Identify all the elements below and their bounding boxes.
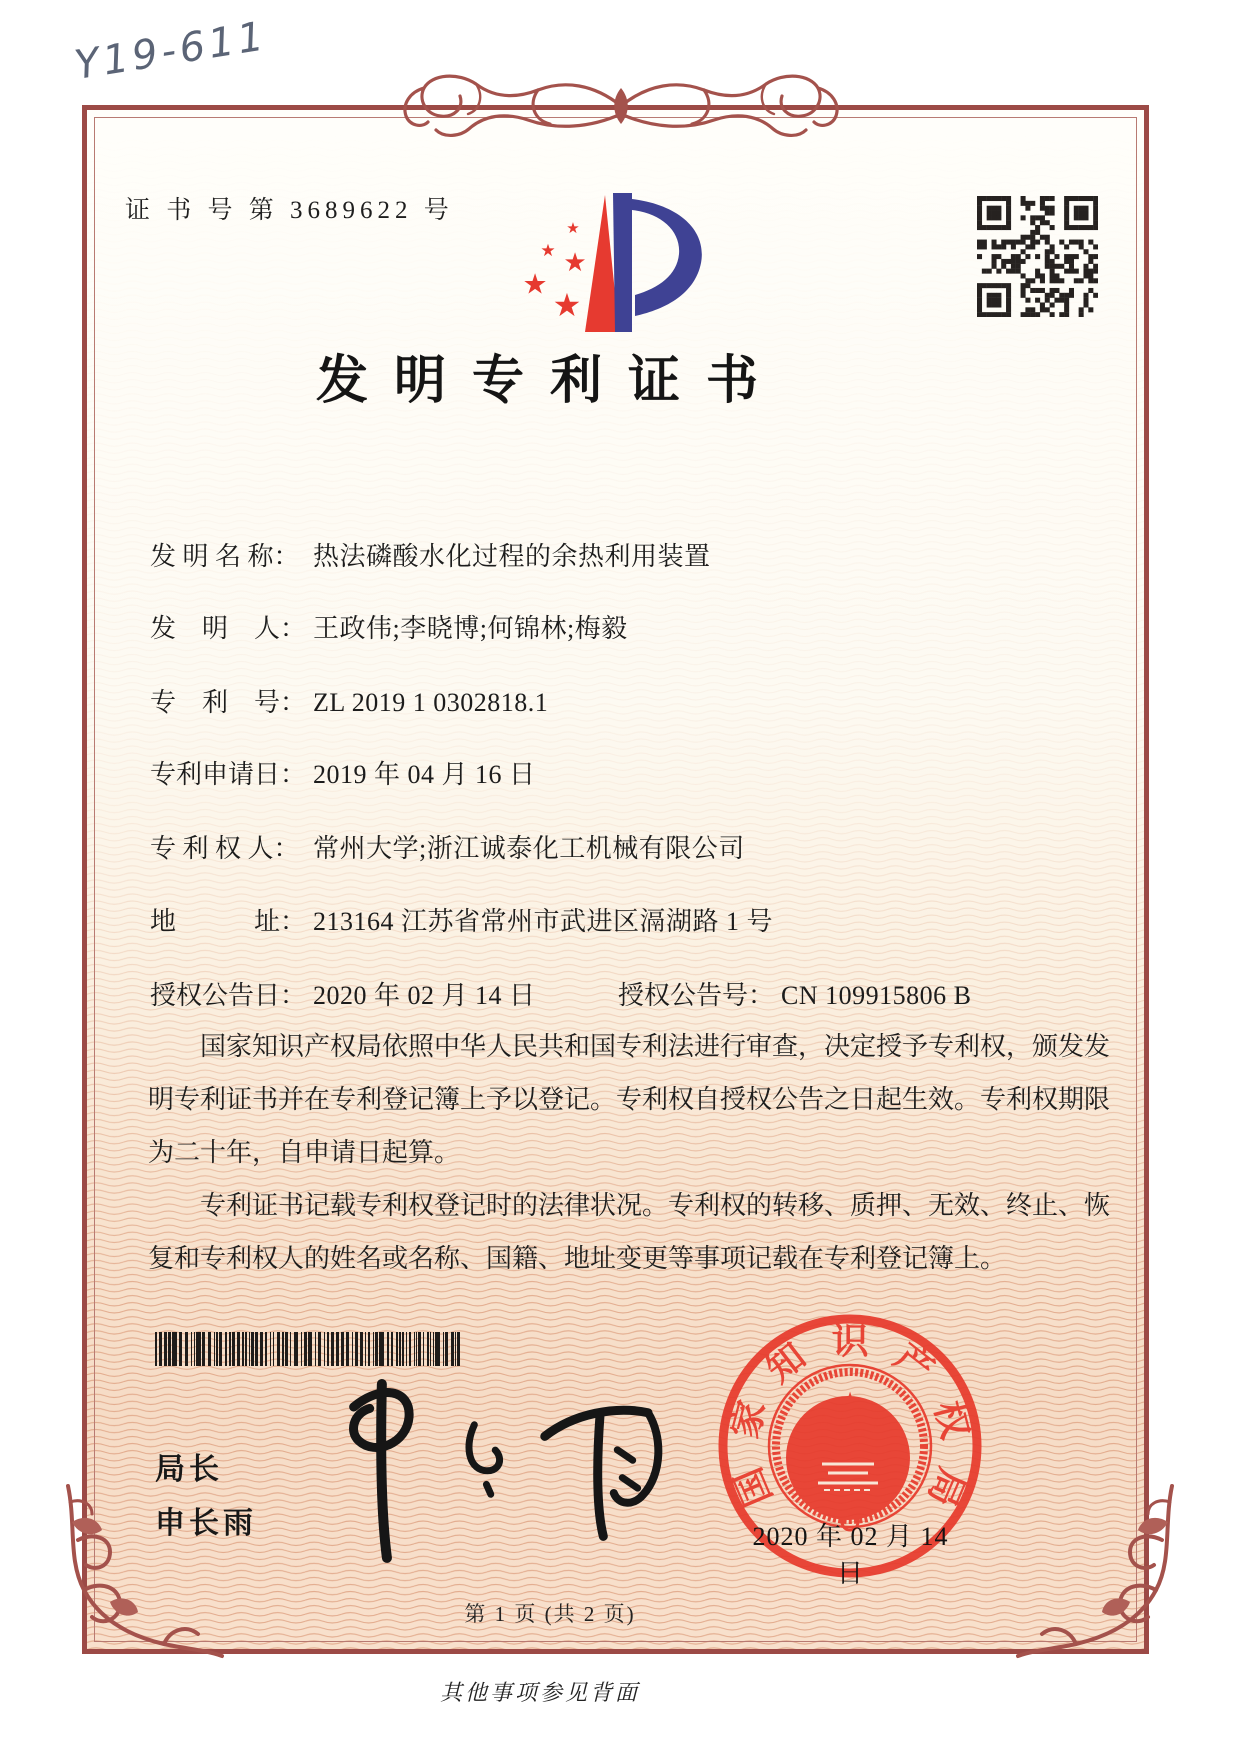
qr-code (977, 196, 1098, 317)
svg-text:★: ★ (870, 1411, 888, 1433)
legal-text-block (148, 1020, 1110, 1285)
top-center-flourish-ornament (380, 70, 862, 148)
svg-text:权: 权 (926, 1396, 976, 1444)
field-patentee (150, 828, 745, 865)
field-filing-date (150, 754, 536, 791)
field-value: 213164 江苏省常州市武进区滆湖路 1 号 (313, 907, 774, 936)
director-role-label: 局长 (155, 1453, 223, 1486)
legal-paragraph-1: 国家知识产权局依照中华人民共和国专利法进行审查，决定授予专利权，颁发发明专利证书并在专利登记簿上予以登记。专利权自授权公告之日起生效。专利权期限为二十年，自申请日起算。 (148, 1032, 1111, 1167)
seal-emblem (769, 1365, 931, 1530)
handwritten-filing-note: Y19-611 (71, 13, 271, 89)
field-label: 授权公告日： (150, 981, 307, 1010)
field-grant-date (150, 975, 536, 1012)
certificate-title: 发明专利证书 (315, 353, 784, 410)
svg-text:★: ★ (552, 286, 582, 324)
field-label: 专利申请日： (150, 760, 307, 789)
field-value: 王政伟;李晓博;何锦林;梅毅 (313, 614, 628, 643)
field-label: 发 明 名 称： (150, 542, 300, 571)
svg-text:★: ★ (566, 219, 580, 237)
back-side-note: 其他事项参见背面 (439, 1680, 640, 1705)
field-value: ZL 2019 1 0302818.1 (313, 688, 549, 717)
svg-text:局: 局 (919, 1461, 972, 1513)
field-label: 地 址： (150, 907, 307, 936)
page-number: 第 1 页 (共 2 页) (464, 1602, 636, 1626)
field-inventors (150, 608, 628, 645)
barcode (155, 1332, 467, 1366)
svg-text:★: ★ (854, 1429, 872, 1451)
field-value: 热法磷酸水化过程的余热利用装置 (313, 542, 711, 571)
field-label: 发 明 人： (150, 614, 307, 643)
svg-text:产: 产 (886, 1336, 941, 1392)
director-signature (315, 1366, 682, 1578)
svg-text:★: ★ (832, 1386, 868, 1432)
svg-text:知: 知 (759, 1336, 814, 1392)
field-label: 授权公告号： (618, 981, 775, 1010)
svg-text:★: ★ (829, 1428, 847, 1450)
field-label: 专 利 权 人： (150, 834, 300, 863)
svg-text:★: ★ (563, 248, 587, 278)
svg-text:★: ★ (522, 267, 548, 301)
field-address (150, 901, 773, 938)
field-value: 2019 年 04 月 16 日 (313, 760, 536, 789)
svg-text:★: ★ (540, 241, 556, 261)
svg-text:国: 国 (728, 1461, 781, 1512)
field-invention-name (150, 536, 711, 573)
field-value: 常州大学;浙江诚泰化工机械有限公司 (313, 834, 745, 863)
field-value: CN 109915806 B (781, 981, 972, 1010)
cnipa-logo-icon (495, 185, 715, 337)
svg-text:家: 家 (724, 1396, 774, 1443)
director-name: 申长雨 (155, 1507, 257, 1540)
certificate-number: 证 书 号 第 3689622 号 (125, 197, 454, 224)
field-label: 专 利 号： (150, 688, 307, 717)
field-publication-number (618, 975, 971, 1012)
bottom-left-flourish-ornament (58, 1482, 226, 1660)
field-patent-number (150, 682, 548, 719)
svg-text:识: 识 (831, 1321, 869, 1363)
svg-text:★: ★ (815, 1412, 833, 1434)
field-value: 2020 年 02 月 14 日 (313, 981, 536, 1010)
legal-paragraph-2: 专利证书记载专利权登记时的法律状况。专利权的转移、质押、无效、终止、恢复和专利权人的姓名或名称、国籍、地址变更等事项记载在专利登记簿上。 (148, 1191, 1111, 1273)
seal-date: 2020 年 02 月 14 日 (752, 1522, 949, 1588)
bottom-right-flourish-ornament (1014, 1482, 1182, 1660)
